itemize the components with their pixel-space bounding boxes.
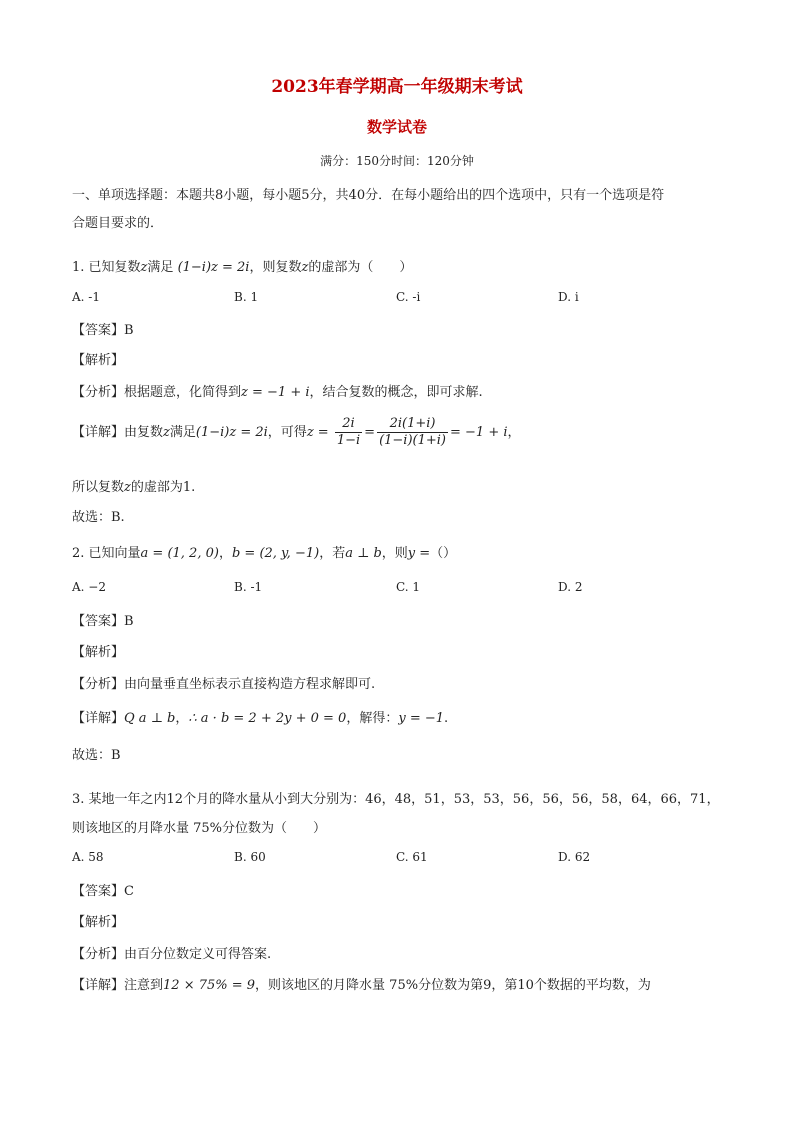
exam-subtitle: 数学试卷 <box>366 118 427 136</box>
q3-detail: 【详解】注意到12 × 75% = 9，则该地区的月降水量 75%分位数为第9，第10个数据的平均数，为 <box>72 978 651 993</box>
q1-conclusion: 所以复数z的虚部为1. <box>72 480 196 495</box>
q3-stem-line1: 3. 某地一年之内12个月的降水量从小到大分别为：46，48，51，53，53，56，56，56，58，64，66，71， <box>72 792 720 807</box>
q1-option-b: B. 1 <box>234 290 259 304</box>
q3-analysis: 【分析】由百分位数定义可得答案. <box>72 947 272 962</box>
q2-choose: 故选：B <box>72 748 121 763</box>
section-intro-line2: 合题目要求的． <box>72 216 164 231</box>
q1-analysis: 【分析】根据题意，化简得到z = −1 + i，结合复数的概念，即可求解. <box>72 385 483 400</box>
q1-equation: (1−i)z = 2i <box>177 260 250 275</box>
q2-jiexi: 【解析】 <box>72 645 125 660</box>
q3-answer: 【答案】C <box>72 884 134 899</box>
q3-option-b: B. 60 <box>234 850 266 864</box>
q1-fraction-1: $\frac{2i}{1-i}$ <box>336 416 361 448</box>
q2-option-c: C. 1 <box>396 580 421 594</box>
section-intro-line1: 一、单项选择题：本题共8小题，每小题5分，共40分．在每小题给出的四个选项中，只有一个选项是符 <box>72 188 665 203</box>
q3-jiexi: 【解析】 <box>72 915 125 930</box>
q1-option-d: D. i <box>558 290 579 304</box>
q1-detail: 【详解】由复数z满足(1−i)z = 2i，可得z = $\frac{2i}{1-i}$ = $\frac{2i(1+i)}{(1-i)(1+i)}$ = −1 + i， <box>72 416 521 448</box>
q2-answer: 【答案】B <box>72 614 134 629</box>
q2-option-b: B. -1 <box>234 580 263 594</box>
q1-option-c: C. -i <box>396 290 421 304</box>
q1-option-a: A. -1 <box>72 290 100 304</box>
q3-option-a: A. 58 <box>72 850 104 864</box>
q3-option-c: C. 61 <box>396 850 428 864</box>
q2-option-a: A. −2 <box>72 580 106 594</box>
q1-choose: 故选：B. <box>72 510 125 525</box>
q1-jiexi: 【解析】 <box>72 353 125 368</box>
q2-detail: 【详解】Q a ⊥ b，∴ a · b = 2 + 2y + 0 = 0，解得：y = −1. <box>72 711 449 726</box>
q2-analysis: 【分析】由向量垂直坐标表示直接构造方程求解即可. <box>72 677 376 692</box>
exam-meta: 满分：150分时间：120分钟 <box>320 154 474 168</box>
q1-answer: 【答案】B <box>72 323 134 338</box>
exam-title: 2023年春学期高一年级期末考试 <box>271 77 523 97</box>
q3-stem-line2: 则该地区的月降水量 75%分位数为（ ） <box>72 821 327 836</box>
q1-fraction-2: $\frac{2i(1+i)}{(1-i)(1+i)}$ <box>379 416 446 448</box>
q1-stem: 1. 已知复数z满足 (1−i)z = 2i，则复数z的虚部为（ ） <box>72 260 413 275</box>
q2-option-d: D. 2 <box>558 580 583 594</box>
q3-option-d: D. 62 <box>558 850 591 864</box>
q2-stem: 2. 已知向量a = (1, 2, 0)，b = (2, y, −1)，若a ⊥ b，则y =（） <box>72 546 457 561</box>
